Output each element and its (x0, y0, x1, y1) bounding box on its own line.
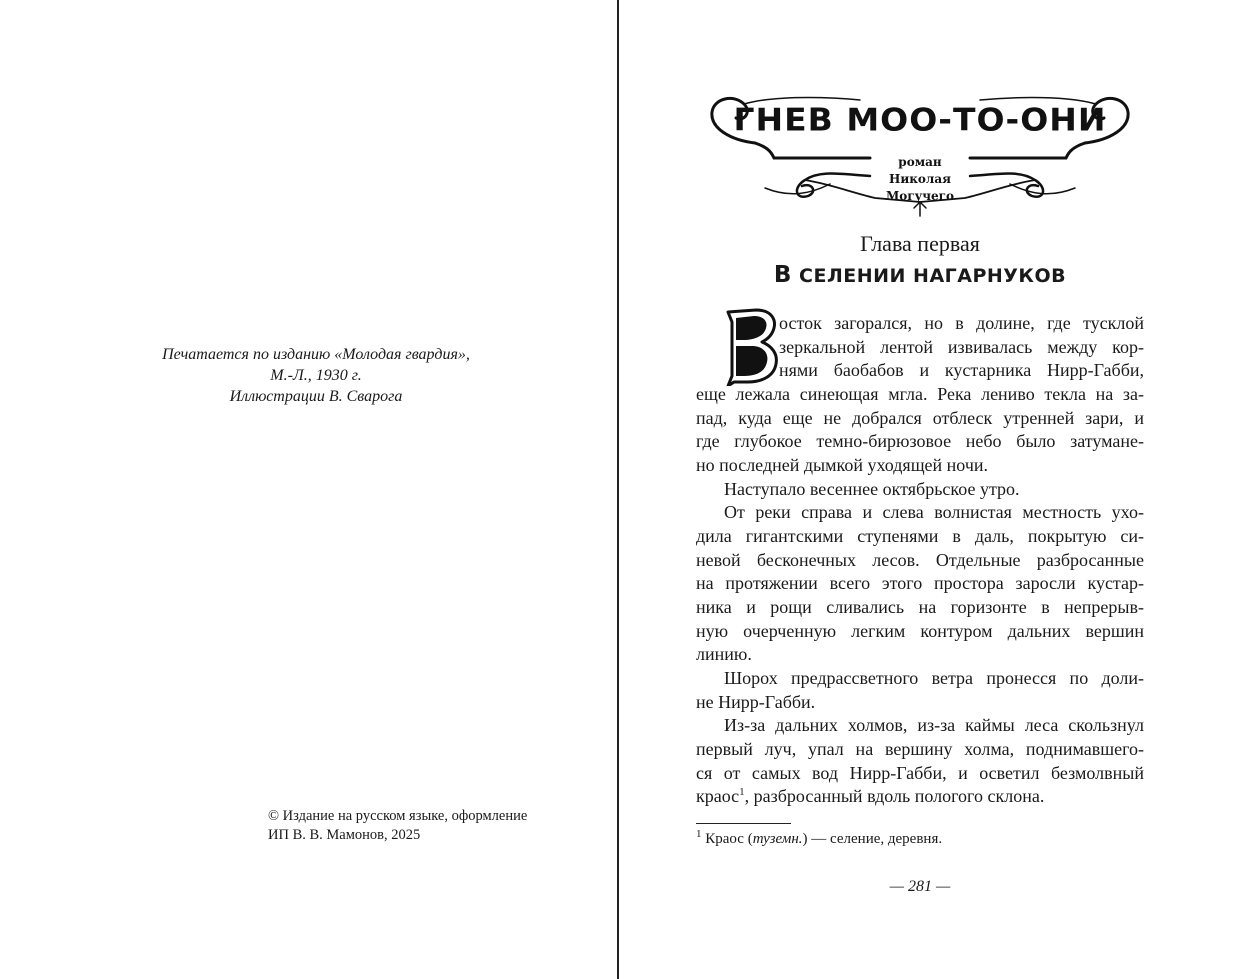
body-line: Наступало весеннее октябрьское утро. (724, 479, 1020, 499)
body-text: краос (696, 786, 740, 806)
body-line: Из-за дальних холмов, из-за каймы леса скользнул (724, 715, 1144, 735)
body-line: Шорох предрассветного ветра пронесся по доли- (724, 668, 1144, 688)
page-gutter (617, 0, 619, 979)
body-line: ся от самых вод Нирр-Габби, и осветил безмолвный (696, 763, 1144, 783)
page-number: — 281 — (889, 878, 951, 895)
body-line: От реки справа и слева волнистая местность ухо- (724, 502, 1144, 522)
author-credit (870, 154, 970, 205)
author-credit-line: роман (898, 155, 942, 169)
body-line: еще лежала синеющая мгла. Река лениво текла на за- (696, 384, 1144, 404)
footnote-rule (696, 823, 791, 824)
body-line-with-footnote (696, 784, 1144, 808)
drop-cap-letter (722, 306, 778, 386)
edition-line: Печатается по изданию «Молодая гвардия», (162, 346, 470, 363)
body-line: осток загорался, но в долине, где тусклой (779, 313, 1144, 333)
book-title: ГНЕВ МОО-ТО-ОНИ (733, 100, 1107, 139)
copyright-line: © Издание на русском языке, оформление (268, 808, 528, 824)
body-line: на протяжении всего этого простора заросли кустар- (696, 573, 1144, 593)
edition-line: Иллюстрации В. Сварога (229, 388, 403, 405)
chapter-title (696, 261, 1144, 290)
body-line: но последней дымкой уходящей ночи. (696, 455, 989, 475)
edition-note (130, 344, 502, 407)
body-line: первый луч, упал на вершину холма, поднимавшего- (696, 739, 1144, 759)
copyright-line: ИП В. В. Мамонов, 2025 (268, 827, 421, 843)
footnote-text: ) — селение, деревня. (802, 831, 943, 847)
body-line: ника и рощи сливались на горизонте в непрерыв- (696, 597, 1144, 617)
chapter-title-text: СЕЛЕНИИ НАГАРНУКОВ (791, 265, 1067, 287)
footnote-text: Краос ( (701, 831, 753, 847)
body-line: где глубокое темно-бирюзовое небо было затумане- (696, 431, 1144, 451)
chapter-number: Глава первая (860, 231, 980, 256)
footnote-italic: туземн. (752, 831, 803, 847)
body-line: зеркальной лентой извивалась между кор- (779, 337, 1144, 357)
author-credit-line: Могучего (885, 189, 955, 203)
title-ornament-block (700, 88, 1140, 223)
body-line: ную очерченную легким контуром дальних вершин (696, 621, 1144, 641)
body-line: пад, куда еще не добрался отблеск утренней зари, и (696, 408, 1144, 428)
body-text: , разбросанный вдоль пологого склона. (744, 786, 1045, 806)
body-line: не Нирр-Габби. (696, 692, 816, 712)
body-line: нями баобабов и кустарника Нирр-Габби, (779, 360, 1144, 380)
author-credit-line: Николая (888, 172, 951, 186)
body-line: дила гигантскими ступенями в даль, покрытую си- (696, 526, 1144, 546)
body-line: невой бесконечных лесов. Отдельные разбросанные (696, 550, 1144, 570)
footnote-marker: 1 (739, 786, 745, 798)
edition-line: М.-Л., 1930 г. (270, 367, 362, 384)
body-line: линию. (696, 644, 752, 664)
copyright-notice (268, 807, 568, 845)
footnote (696, 829, 1144, 849)
footnote-number: 1 (696, 828, 702, 840)
chapter-title-initial: В (773, 262, 792, 288)
